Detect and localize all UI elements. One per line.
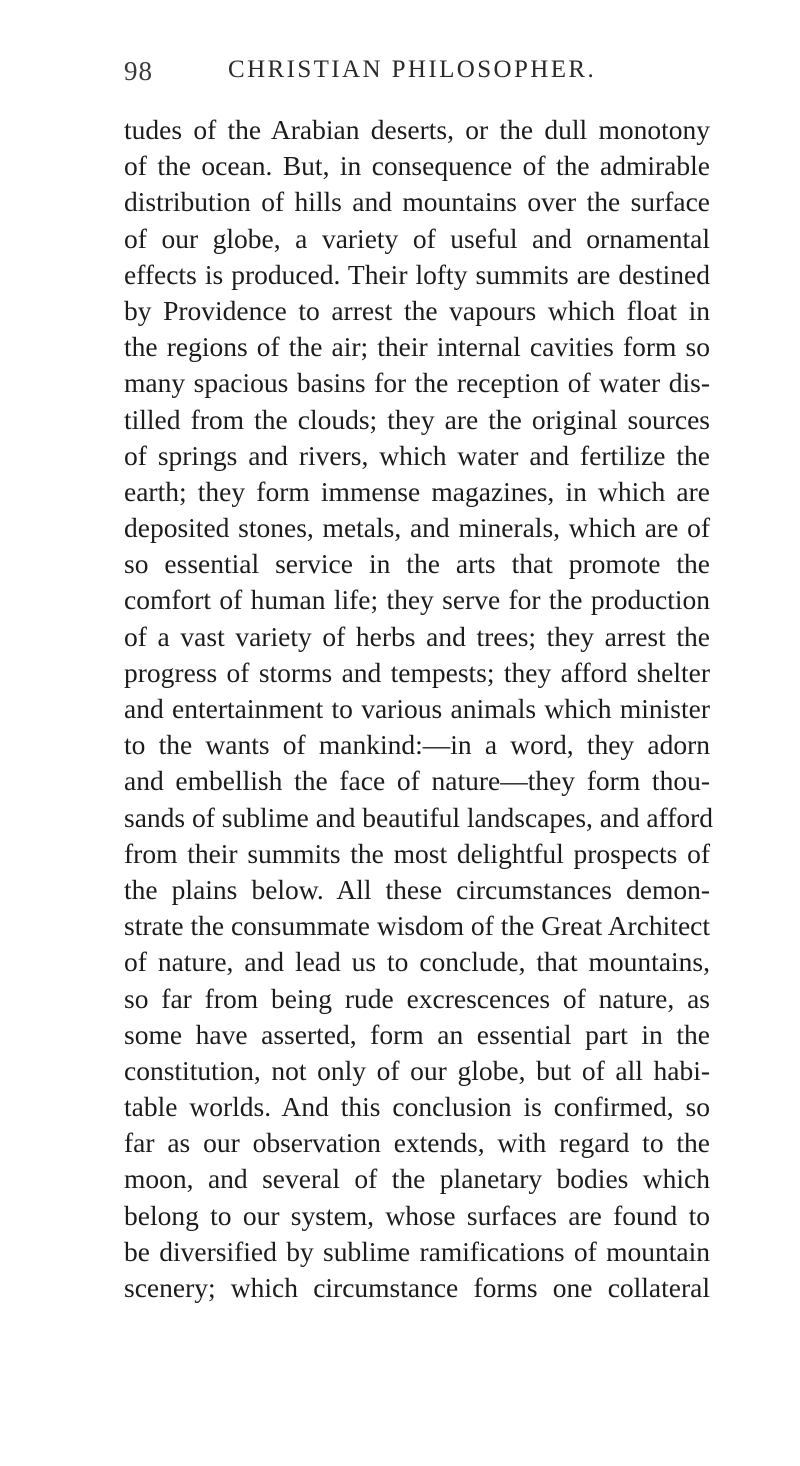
text-line: tilled from the clouds; they are the original sources — [124, 403, 710, 435]
text-line: the regions of the air; their internal cavities form so — [124, 331, 710, 363]
text-line: effects is produced. Their lofty summits are destined — [124, 258, 710, 290]
text-line: constitution, not only of our globe, but of all habi- — [124, 1054, 710, 1086]
text-line: the plains below. All these circumstances demon- — [124, 873, 710, 905]
text-line: scenery; which circumstance forms one collateral — [124, 1272, 710, 1303]
text-line: by Providence to arrest the vapours which float in — [124, 294, 710, 326]
text-line: of nature, and lead us to conclude, that mountains, — [124, 946, 710, 978]
text-line: table worlds. And this conclusion is confirmed, so — [124, 1091, 710, 1123]
text-line: comfort of human life; they serve for the production — [124, 584, 710, 616]
text-line: earth; they form immense magazines, in which are — [124, 475, 710, 507]
text-line: and embellish the face of nature—they form thou- — [124, 765, 710, 797]
text-line: sands of sublime and beautiful landscapes, and afford — [124, 801, 714, 833]
text-line: to the wants of mankind:—in a word, they adorn — [124, 729, 710, 761]
text-line: moon, and several of the planetary bodies which — [124, 1163, 710, 1195]
text-line: and entertainment to various animals which minister — [124, 693, 710, 724]
text-line: from their summits the most delightful prospects of — [124, 837, 710, 869]
running-head — [0, 56, 800, 96]
text-line: tudes of the Arabian deserts, or the dull monotony — [124, 114, 710, 145]
text-line: so essential service in the arts that promote the — [124, 548, 710, 580]
text-line: some have asserted, form an essential part in the — [124, 1018, 710, 1050]
page-number: 98 — [124, 56, 153, 86]
text-line: be diversified by sublime ramifications of mountain — [124, 1235, 710, 1267]
text-line: strate the consummate wisdom of the Great Architect — [124, 910, 710, 942]
text-line: far as our observation extends, with regard to the — [124, 1127, 710, 1159]
text-line: of our globe, a variety of useful and ornamental — [124, 222, 710, 254]
running-title: CHRISTIAN PHILOSOPHER. — [228, 56, 597, 83]
text-line: belong to our system, whose surfaces are found to — [124, 1199, 710, 1231]
text-line: so far from being rude excrescences of nature, as — [124, 982, 710, 1014]
text-line: progress of storms and tempests; they afford shelter — [124, 656, 710, 688]
text-line: of springs and rivers, which water and fertilize the — [124, 439, 710, 471]
text-line: of the ocean. But, in consequence of the admirable — [124, 150, 710, 182]
text-line: many spacious basins for the reception of water dis- — [124, 367, 710, 399]
text-line: distribution of hills and mountains over the surface — [124, 186, 710, 218]
body-text — [124, 112, 714, 1306]
text-line: deposited stones, metals, and minerals, which are of — [124, 512, 710, 544]
text-line: of a vast variety of herbs and trees; they arrest the — [124, 620, 710, 652]
